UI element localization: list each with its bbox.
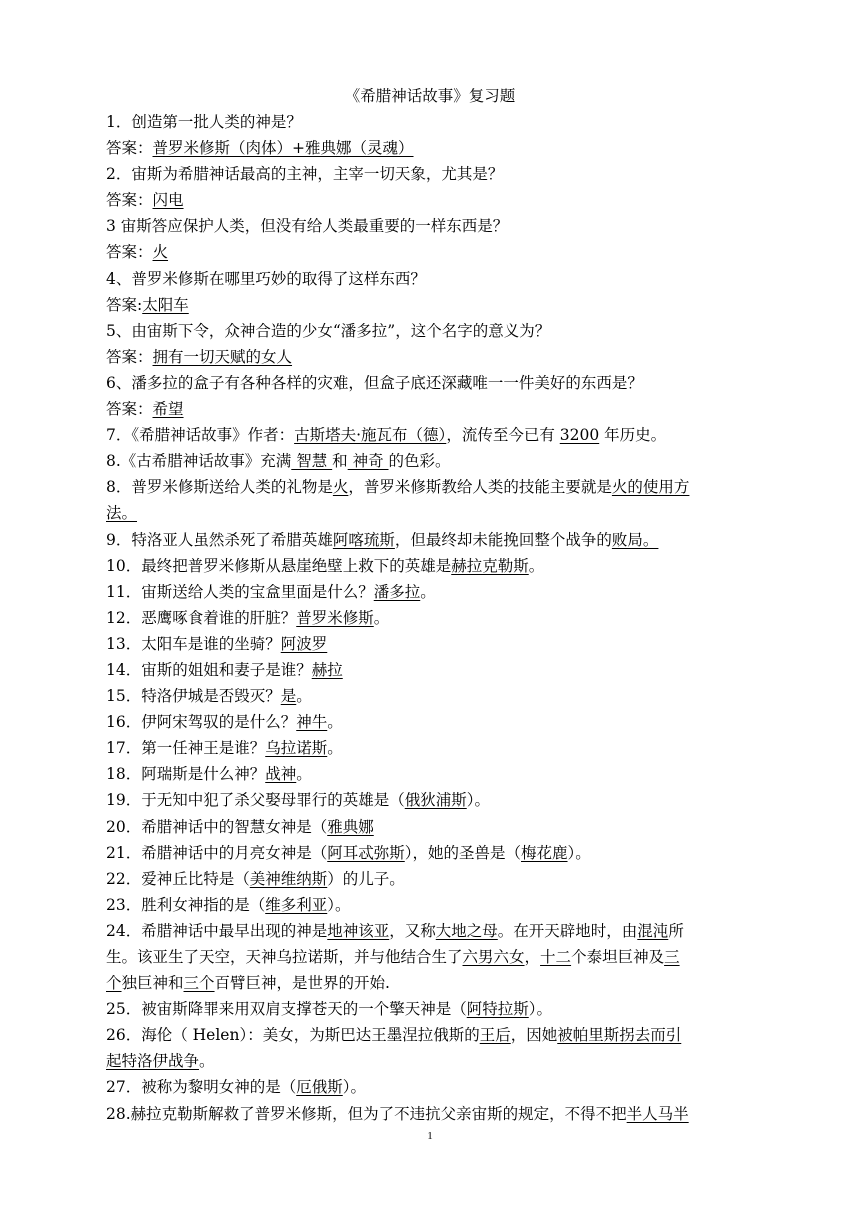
question-text: 答案:	[106, 295, 143, 314]
text-line	[106, 892, 758, 918]
question-text: 28.赫拉克勒斯解救了普罗米修斯，但为了不违抗父亲宙斯的规定，不得不把	[106, 1104, 627, 1123]
answer-text: 十二	[540, 948, 572, 966]
text-line	[106, 318, 758, 344]
question-text: 27．被称为黎明女神的是（	[106, 1078, 297, 1097]
text-line	[106, 683, 758, 709]
question-text: 8.《古希腊神话故事》充满	[106, 452, 292, 471]
answer-text: 阿耳忒弥斯	[327, 843, 405, 862]
question-text: 答案：	[106, 347, 153, 366]
question-text: 25．被宙斯降罪来用双肩支撑苍天的一个擎天神是（	[106, 1000, 467, 1019]
question-text: 23．胜利女神指的是（	[106, 895, 266, 914]
text-line	[106, 1074, 758, 1100]
text-line	[106, 500, 758, 526]
answer-text: 厄俄斯	[296, 1078, 343, 1097]
question-text: 1．创造第一批人类的神是？	[106, 113, 302, 131]
answer-text: 王后	[479, 1026, 511, 1045]
text-line	[106, 109, 758, 135]
question-text: 和	[332, 452, 348, 471]
text-line	[106, 553, 758, 579]
text-line	[106, 840, 758, 866]
answer-text: 阿波罗	[280, 634, 328, 653]
answer-text: 战神	[265, 765, 297, 784]
answer-text: 起特洛伊战争	[106, 1052, 200, 1071]
page-number: 1	[427, 1130, 433, 1142]
answer-text: 是	[280, 687, 297, 706]
answer-text: 闪电	[152, 191, 184, 210]
answer-text: 3200	[559, 426, 600, 445]
text-line	[106, 422, 758, 448]
question-text: 生。该亚生了天空，天神乌拉诺斯，并与他结合生了	[106, 948, 463, 966]
text-line	[106, 135, 758, 161]
answer-text: 大地之母	[435, 921, 498, 940]
answer-text: 三个	[183, 974, 215, 993]
question-text: ）。	[327, 895, 351, 914]
question-text: 5、由宙斯下令，众神合造的少女“潘多拉”，这个名字的意义为？	[106, 321, 551, 340]
question-text: 18．阿瑞斯是什么神？	[106, 765, 266, 784]
question-text: 。在开天辟地时，由	[497, 921, 638, 940]
question-text: ，又称	[389, 921, 436, 940]
question-text: 答案：	[106, 243, 153, 262]
question-text: ，流传至今已有	[446, 426, 560, 445]
question-text: 15．特洛伊城是否毁灭？	[106, 687, 281, 706]
text-line	[106, 735, 758, 761]
answer-text: 梅花鹿	[521, 843, 568, 862]
text-line	[106, 527, 758, 553]
answer-text: 潘多拉	[373, 582, 421, 601]
question-text: 所	[668, 921, 684, 940]
question-text: 。	[327, 713, 343, 732]
answer-text: 混沌	[637, 921, 669, 940]
answer-text: 火	[332, 478, 349, 497]
question-text: 3 宙斯答应保护人类，但没有给人类最重要的一样东西是？	[106, 217, 509, 236]
answer-text: 神牛	[296, 713, 328, 732]
answer-text: 火的使用方	[611, 478, 690, 497]
text-line	[106, 970, 758, 996]
question-text: 年历史。	[599, 426, 667, 445]
question-text: 10．最终把普罗米修斯从悬崖绝壁上救下的英雄是	[106, 556, 452, 575]
text-line	[106, 474, 758, 500]
answer-text: 古斯塔夫·施瓦布（德）	[294, 426, 447, 445]
question-text: 19．于无知中犯了杀父娶母罪行的英雄是（	[106, 791, 405, 810]
question-text: 11．宙斯送给人类的宝盒里面是什么？	[106, 582, 374, 601]
text-line	[106, 761, 758, 787]
question-text: ）。	[567, 843, 591, 862]
question-text: 17．第一任神王是谁？	[106, 739, 266, 758]
text-line	[106, 579, 758, 605]
text-line	[106, 239, 758, 265]
question-text: 26．海伦（ Helen）：美女，为斯巴达王墨涅拉俄斯的	[106, 1026, 480, 1045]
text-line	[106, 605, 758, 631]
question-text: 22．爱神丘比特是（	[106, 869, 250, 888]
answer-text: 败局。	[611, 530, 659, 549]
answer-text: 拥有一切天赋的女人	[152, 347, 293, 366]
text-line	[106, 1048, 758, 1074]
text-line	[106, 814, 758, 840]
text-line	[106, 448, 758, 474]
question-text: ）。	[528, 1000, 553, 1019]
question-text: 的色彩。	[388, 452, 451, 471]
question-text: 24．希腊神话中最早出现的神是	[106, 921, 328, 940]
answer-text: 雅典娜	[327, 817, 374, 836]
answer-text: 火	[152, 243, 169, 262]
question-text: 。	[296, 765, 312, 784]
text-line	[106, 709, 758, 735]
question-text: 8．普罗米修斯送给人类的礼物是	[106, 478, 333, 497]
text-line	[106, 161, 758, 187]
answer-text: 赫拉克勒斯	[451, 556, 529, 575]
question-text: 答案：	[106, 191, 153, 210]
answer-text: 六男六女	[462, 948, 525, 966]
answer-text: 地神该亚	[327, 921, 390, 940]
question-text: 7．《希腊神话故事》作者：	[106, 426, 295, 445]
text-line	[106, 266, 758, 292]
question-text: 。	[528, 556, 545, 575]
answer-text: 俄狄浦斯	[404, 791, 467, 810]
question-text: ，	[524, 948, 541, 966]
question-text: 13．太阳车是谁的坐骑？	[106, 634, 281, 653]
text-line	[106, 866, 758, 892]
text-line	[106, 292, 758, 318]
answer-text: 智慧	[291, 452, 333, 471]
question-text: ，因她	[510, 1026, 558, 1045]
question-text: 21．希腊神话中的月亮女神是（	[106, 843, 328, 862]
answer-text: 三	[664, 948, 680, 966]
text-line	[106, 787, 758, 813]
question-text: 。	[373, 608, 390, 627]
answer-text: 法。	[106, 504, 138, 523]
question-text: 答案：	[106, 400, 153, 419]
answer-text: 阿喀琉斯	[332, 530, 395, 549]
question-text: 答案：	[106, 139, 153, 158]
question-text: 20．希腊神话中的智慧女神是（	[106, 817, 328, 836]
page-title: 《希腊神话故事》复习题	[344, 87, 516, 105]
question-text: 16．伊阿宋驾驭的是什么？	[106, 713, 297, 732]
answer-text: 希望	[152, 400, 184, 419]
text-line	[106, 187, 758, 213]
question-text: 。	[327, 739, 343, 758]
question-text: 9．特洛亚人虽然杀死了希腊英雄	[106, 530, 333, 549]
question-text: 百臂巨神，是世界的开始.	[214, 974, 390, 993]
text-line	[106, 370, 758, 396]
question-text: 14．宙斯的姐姐和妻子是谁？	[106, 660, 312, 679]
question-text: 个泰坦巨神及	[571, 948, 665, 966]
text-line	[106, 918, 758, 944]
question-text: 6、潘多拉的盒子有各种各样的灾难，但盒子底还深藏唯一一件美好的东西是？	[106, 373, 643, 392]
question-text: ）。	[342, 1078, 367, 1097]
text-line	[106, 944, 758, 970]
question-text: ）的儿子。	[327, 869, 405, 888]
question-text: 。	[296, 687, 312, 706]
text-line	[106, 1022, 758, 1048]
question-text: 2．宙斯为希腊神话最高的主神，主宰一切天象，尤其是？	[106, 165, 504, 184]
answer-text: 赫拉	[311, 660, 343, 679]
text-line	[106, 213, 758, 239]
question-text: 。	[199, 1052, 215, 1071]
answer-text: 个	[106, 974, 122, 993]
question-text: ），她的圣兽是（	[404, 843, 522, 862]
answer-text: 神奇	[347, 452, 389, 471]
question-text: ，普罗米修斯教给人类的技能主要就是	[348, 478, 612, 497]
question-text: 。	[420, 582, 436, 601]
answer-text: 维多利亚	[265, 895, 328, 914]
text-line	[106, 344, 758, 370]
answer-text: 乌拉诺斯	[265, 739, 328, 758]
answer-text: 普罗米修斯	[296, 608, 374, 627]
answer-text: 太阳车	[142, 295, 189, 314]
text-line	[106, 396, 758, 422]
text-line	[106, 631, 758, 657]
question-list	[106, 109, 758, 1127]
answer-text: 阿特拉斯	[466, 1000, 529, 1019]
question-text: 独巨神和	[121, 974, 184, 993]
question-text: ）。	[466, 791, 491, 810]
answer-text: 普罗米修斯（肉体）+雅典娜（灵魂）	[152, 139, 414, 158]
question-text: 4、普罗米修斯在哪里巧妙的取得了这样东西？	[106, 269, 426, 288]
text-line	[106, 1101, 758, 1127]
question-text: ，但最终却未能挽回整个战争的	[394, 530, 612, 549]
text-line	[106, 996, 758, 1022]
text-line	[106, 657, 758, 683]
answer-text: 美神维纳斯	[249, 869, 328, 888]
answer-text: 被帕里斯拐去而引	[557, 1026, 682, 1045]
answer-text: 半人马半	[626, 1104, 689, 1123]
question-text: 12．恶鹰啄食着谁的肝脏？	[106, 608, 297, 627]
